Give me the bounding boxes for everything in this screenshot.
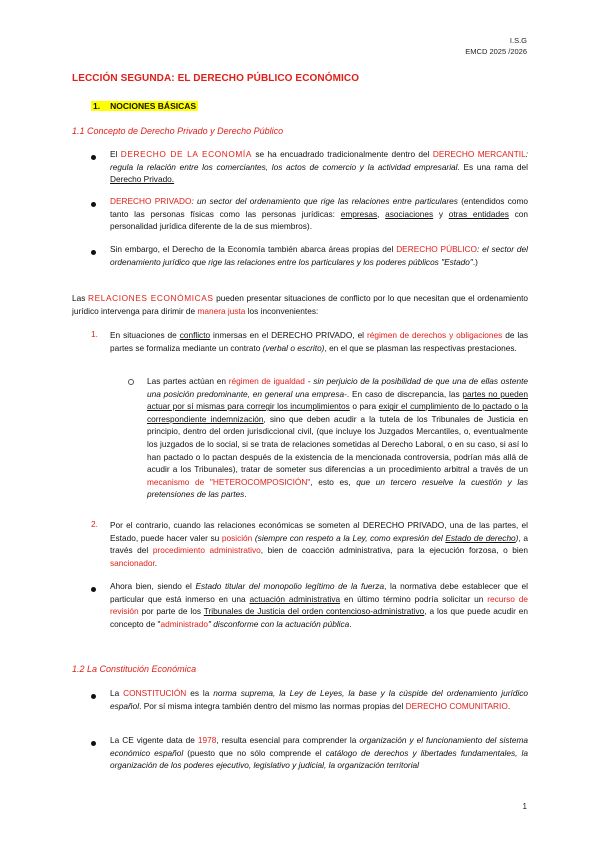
list-number: 2.	[91, 519, 98, 529]
bullet-icon	[91, 741, 96, 746]
header-course: EMCD 2025 /2026	[465, 46, 527, 56]
bullet-icon	[91, 694, 96, 699]
bullet-icon	[91, 155, 96, 160]
lesson-title: LECCIÓN SEGUNDA: EL DERECHO PÚBLICO ECONÓMICO	[72, 73, 360, 84]
section-heading	[91, 101, 198, 111]
bullet-paragraph: Ahora bien, siendo el Estado titular del monopolio legítimo de la fuerza, la normativa debe establecer que el particular que está inmerso en una actuación administrativa en último término podría solicitar un recurso de revisión por parte de los Tribunales de Justicia del orden contencioso-administrativo, a los que puede acudir en concepto de "administrado" disconforme con la actuación pública.	[110, 581, 528, 629]
circle-bullet-icon	[128, 379, 134, 385]
body-paragraph: Las RELACIONES ECONÓMICAS pueden presentar situaciones de conflicto por lo que necesitan que el ordenamiento jurídico intervenga para dirimir de manera justa los inconvenientes:	[72, 293, 529, 316]
section-number: 1.	[93, 101, 101, 111]
subsection-heading: 1.1 Concepto de Derecho Privado y Derecho Público	[72, 126, 284, 136]
page-number: 1	[522, 802, 527, 811]
list-item: En situaciones de conflicto inmersas en el DERECHO PRIVADO, el régimen de derechos y obligaciones de las partes se formaliza mediante un contrato (verbal o escrito), en el que se plasman las respectivas prestaciones.	[110, 330, 528, 353]
subsection-heading: 1.2 La Constitución Económica	[72, 664, 197, 674]
list-item: Por el contrario, cuando las relaciones económicas se someten al DERECHO PRIVADO, una de las partes, el Estado, puede hacer valer su posición (siempre con respeto a la Ley, como expresión del Estado de derecho), a través del procedimiento administrativo, bien de coacción administrativa, para la ejecución forzosa, o bien sancionador.	[110, 520, 528, 568]
bullet-icon	[91, 250, 96, 255]
bullet-icon	[91, 587, 96, 592]
bullet-paragraph: El DERECHO DE LA ECONOMÍA se ha encuadrado tradicionalmente dentro del DERECHO MERCANTIL: regula la relación entre los comerciantes, los actos de comercio y la actividad empresarial. Es una rama del Derecho Privado.	[110, 149, 528, 185]
sub-list-item: Las partes actúan en régimen de igualdad - sin perjuicio de la posibilidad de que una de ellas ostente una posición predominante, en general una empresa-. En caso de discrepancia, las partes no pueden actuar por sí mismas para corregir los incumplimientos o para exigir el cumplimiento de lo pactado o la correspondiente indemnización, sino que deben acudir a la tutela de los Tribunales de Justicia en principio, dentro del orden jurisdiccional civil, (que incluye los Juzgados Mercantiles, o, eventualmente los juzgados de lo social, si se trata de relaciones sometidas al Derecho Laboral, o en su caso, si así lo han pactado o lo pactan después de la existencia de la mencionada controversia, podrían más allá de acudir a los Tribunales), tratar de someter sus diferencias a un procedimiento arbitral a través de un mecanismo de "HETEROCOMPOSICIÓN", esto es, que un tercero resuelve la cuestión y las pretensiones de las partes.	[147, 376, 529, 500]
list-number: 1.	[91, 329, 98, 339]
bullet-paragraph: Sin embargo, el Derecho de la Economía también abarca áreas propias del DERECHO PÚBLICO: el sector del ordenamiento jurídico que rige las relaciones entre los particulares y los poderes públicos "Estado".)	[110, 244, 528, 267]
bullet-icon	[91, 202, 96, 207]
page-header	[465, 36, 527, 57]
header-initials: I.S.G	[509, 36, 527, 45]
bullet-paragraph: DERECHO PRIVADO: un sector del ordenamiento que rige las relaciones entre particulares (entendidos como tanto las personas físicas como las personas jurídicas: empresas, asociaciones y otras entidades con personalidad jurídica diferente de la de sus miembros).	[110, 196, 528, 232]
section-title: NOCIONES BÁSICAS	[110, 101, 197, 111]
bullet-paragraph: La CONSTITUCIÓN es la norma suprema, la Ley de Leyes, la base y la cúspide del ordenamiento jurídico español. Por sí misma integra también dentro del mismo las normas propias del DERECHO COMUNITARIO.	[110, 688, 528, 711]
bullet-paragraph: La CE vigente data de 1978, resulta esencial para comprender la organización y el funcionamiento del sistema económico español (puesto que no sólo comprende el catálogo de derechos y libertades fundamentales, la organización de los poderes ejecutivo, legislativo y judicial, la organización territorial	[110, 735, 528, 771]
